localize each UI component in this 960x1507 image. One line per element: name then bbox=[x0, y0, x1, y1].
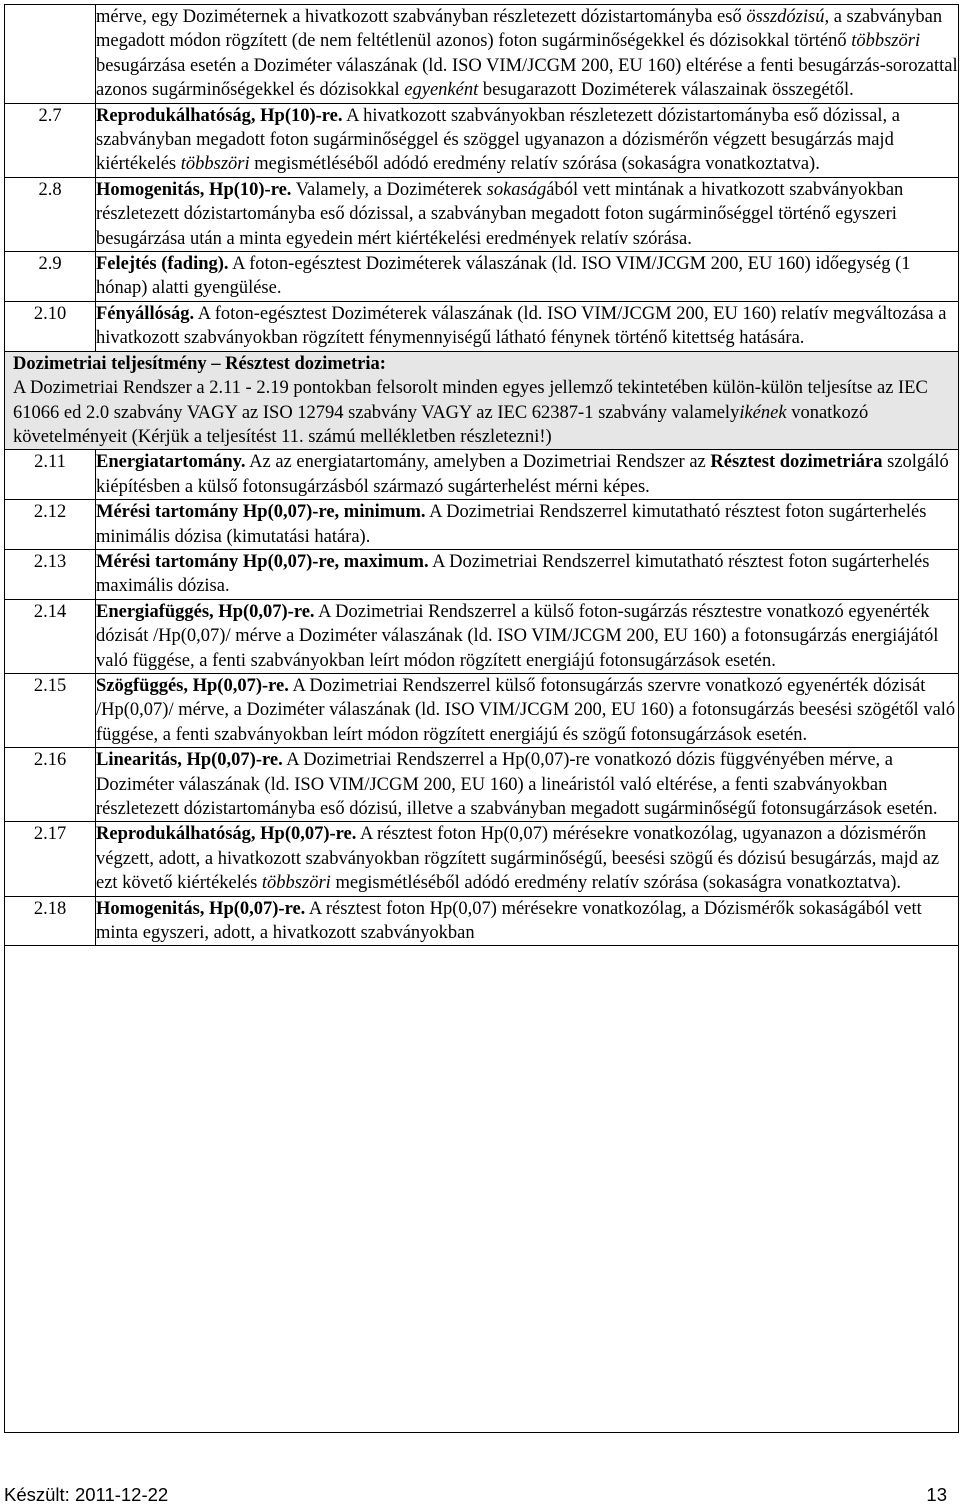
item-description: Mérési tartomány Hp(0,07)-re, minimum. A Dozimetriai Rendszerrel kimutatható résztest foton sugárterhelés minimális dózisa (kimutatási határa). bbox=[96, 500, 959, 550]
continued-paragraph: mérve, egy Doziméternek a hivatkozott szabványban részletezett dózistartományba eső összdózisú, a szabványban megadott módon rögzített (de nem feltétlenül azonos) foton sugárminőségekkel és dózisokkal történő többszöri besugárzása esetén a Doziméter válaszának (ld. ISO VIM/JCGM 200, EU 160) eltérése a fenti besugárzás-sorozattal azonos sugárminőségekkel és dózisokkal egyenként besugarazott Doziméterek válaszainak összegétől. bbox=[96, 5, 959, 103]
item-description: Fényállóság. A foton-egésztest Doziméterek válaszának (ld. ISO VIM/JCGM 200, EU 160) relatív megváltozása a hivatkozott szabványokban rögzített fénymennyiségű látható fénynek történő kitettség hatására. bbox=[96, 301, 959, 351]
table-row bbox=[5, 500, 958, 550]
item-number: 2.13 bbox=[5, 549, 96, 599]
item-number: 2.7 bbox=[5, 103, 96, 177]
page-number: 13 bbox=[926, 1484, 947, 1505]
item-number: 2.8 bbox=[5, 177, 96, 251]
item-description: Reprodukálhatóság, Hp(0,07)-re. A résztest foton Hp(0,07) mérésekre vonatkozólag, ugyanazon a dózismérőn végzett, adott, a hivatkozott szabványokban rögzített sugárminőségű, beesési szögű és dózisú besugárzás, majd az ezt követő kiértékelés többszöri megismétléséből adódó eredmény relatív szórása (sokaságra vonatkoztatva). bbox=[96, 822, 959, 896]
table-row bbox=[5, 252, 958, 302]
table-row bbox=[5, 103, 958, 177]
item-description: Szögfüggés, Hp(0,07)-re. A Dozimetriai Rendszerrel külső fotonsugárzás szervre vonatkozó egyenérték dózisát /Hp(0,07)/ mérve, a Doziméter válaszának (ld. ISO VIM/JCGM 200, EU 160) a fotonsugárzás beesési szögétől való függése, a fenti szabványokban leírt módon rögzített energiájú és szögű fotonsugárzások esetén. bbox=[96, 673, 959, 747]
item-number: 2.11 bbox=[5, 450, 96, 500]
item-description: Felejtés (fading). A foton-egésztest Doziméterek válaszának (ld. ISO VIM/JCGM 200, EU 160) időegység (1 hónap) alatti gyengülése. bbox=[96, 252, 959, 302]
item-description: Energiatartomány. Az az energiatartomány, amelyben a Dozimetriai Rendszer az Résztest dozimetriára szolgáló kiépítésben a külső fotonsugárzásból származó sugárterhelést mérni képes. bbox=[96, 450, 959, 500]
table-row bbox=[5, 549, 958, 599]
item-number: 2.16 bbox=[5, 748, 96, 822]
item-description: Homogenitás, Hp(0,07)-re. A résztest foton Hp(0,07) mérésekre vonatkozólag, a Dózismérők sokaságából vett minta egyszeri, adott, a hivatkozott szabványokban bbox=[96, 896, 959, 946]
section-heading: Dozimetriai teljesítmény – Résztest dozimetria: bbox=[13, 353, 386, 374]
document-table-frame bbox=[4, 4, 959, 1433]
item-number: 2.18 bbox=[5, 896, 96, 946]
table-row bbox=[5, 748, 958, 822]
item-number-cell bbox=[5, 5, 96, 103]
table-row bbox=[5, 822, 958, 896]
table-row bbox=[5, 450, 958, 500]
section-header-row bbox=[5, 351, 958, 450]
item-number: 2.12 bbox=[5, 500, 96, 550]
item-description: Reprodukálhatóság, Hp(10)-re. A hivatkozott szabványokban részletezett dózistartományba eső dózissal, a szabványban megadott foton sugárminőséggel és szöggel ugyanazon a dózismérőn végzett besugárzás majd kiértékelés többszöri megismétléséből adódó eredmény relatív szórása (sokaságra vonatkoztatva). bbox=[96, 103, 959, 177]
table-row bbox=[5, 177, 958, 251]
item-number: 2.10 bbox=[5, 301, 96, 351]
table-row bbox=[5, 5, 958, 103]
item-description: Linearitás, Hp(0,07)-re. A Dozimetriai Rendszerrel a Hp(0,07)-re vonatkozó dózis függvényében mérve, a Doziméter válaszának (ld. ISO VIM/JCGM 200, EU 160) a lineáristól való eltérése, a fenti szabványokban részletezett dózistartományba eső dózisú, illetve a szabványban megadott sugárminőségű fotonsugárzások esetén. bbox=[96, 748, 959, 822]
item-description: Mérési tartomány Hp(0,07)-re, maximum. A Dozimetriai Rendszerrel kimutatható résztest foton sugárterhelés maximális dózisa. bbox=[96, 549, 959, 599]
item-number: 2.14 bbox=[5, 599, 96, 673]
table-row bbox=[5, 673, 958, 747]
item-description: Homogenitás, Hp(10)-re. Valamely, a Doziméterek sokaságából vett mintának a hivatkozott szabványokban részletezett dózistartományba eső dózissal, a szabványban megadott foton sugárminőséggel történő egyszeri besugárzása után a minta egyedein mért kiértékelési eredmények relatív szórása. bbox=[96, 177, 959, 251]
section-intro: A Dozimetriai Rendszer a 2.11 - 2.19 pontokban felsorolt minden egyes jellemző tekintetében külön-külön teljesítse az IEC 61066 ed 2.0 szabvány VAGY az ISO 12794 szabvány VAGY az IEC 62387-1 szabvány valamelyikének vonatkozó követelményeit (Kérjük a teljesítést 11. számú mellékletben részletezni!) bbox=[13, 378, 928, 447]
definitions-table bbox=[5, 5, 958, 946]
item-number: 2.17 bbox=[5, 822, 96, 896]
item-description: Energiafüggés, Hp(0,07)-re. A Dozimetriai Rendszerrel a külső foton-sugárzás résztestre vonatkozó egyenérték dózisát /Hp(0,07)/ mérve a Doziméter válaszának (ld. ISO VIM/JCGM 200, EU 160) a fotonsugárzás energiájától való függése, a fenti szabványokban leírt módon rögzített energiájú fotonsugárzások esetén. bbox=[96, 599, 959, 673]
item-number: 2.15 bbox=[5, 673, 96, 747]
table-row bbox=[5, 896, 958, 946]
table-row bbox=[5, 301, 958, 351]
creation-date: Készült: 2011-12-22 bbox=[4, 1484, 169, 1505]
item-number: 2.9 bbox=[5, 252, 96, 302]
table-row bbox=[5, 599, 958, 673]
